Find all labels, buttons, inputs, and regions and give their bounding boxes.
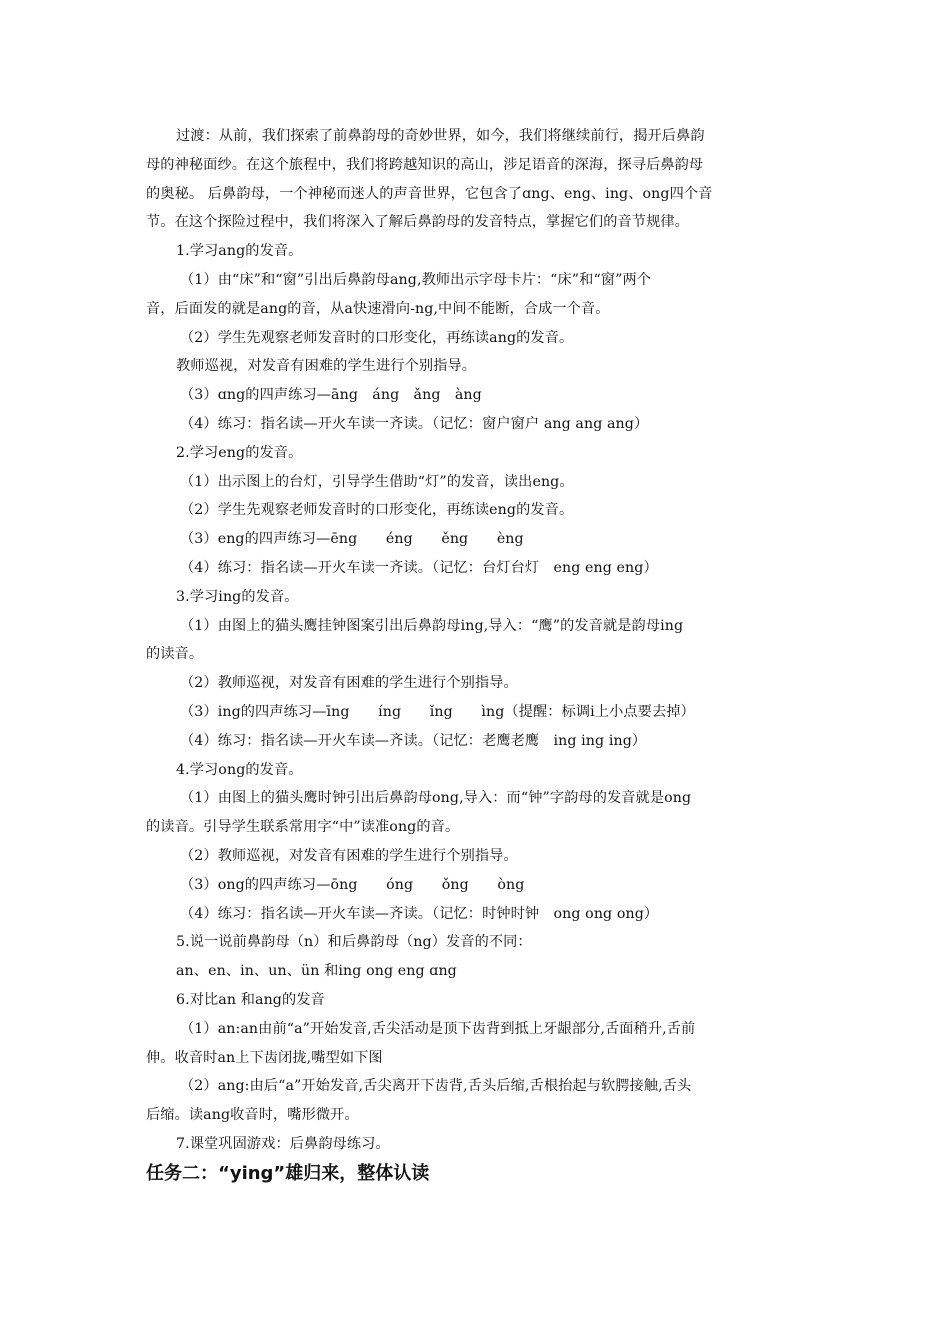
paragraph-line: （4）练习：指名读—开火车读一齐读。（记忆：台灯台灯 eng eng eng） [180, 559, 658, 576]
section-title: 5.说一说前鼻韵母（n）和后鼻韵母（ng）发音的不同： [176, 934, 532, 951]
paragraph-line: （3）eng的四声练习—ēng éng ěng èng [180, 531, 524, 548]
paragraph-line: （4）练习：指名读—开火车读—齐读。（记忆：时钟时钟 ong ong ong） [180, 905, 659, 922]
section-title: 4.学习ong的发音。 [176, 761, 303, 778]
paragraph-line: 的读音。引导学生联系常用字“中”读准ong的音。 [146, 819, 460, 836]
paragraph-line: （2）教师巡视，对发音有困难的学生进行个别指导。 [180, 847, 518, 864]
paragraph-line: （2）ang:由后“a”开始发音,舌尖离开下齿背,舌头后缩,舌根抬起与软腭接触,舌头 [180, 1078, 692, 1095]
paragraph-line: 节。在这个探险过程中，我们将深入了解后鼻韵母的发音特点，掌握它们的音节规律。 [146, 214, 689, 231]
section-title: 6.对比an 和ang的发音 [176, 991, 325, 1008]
paragraph-line: 过渡：从前，我们探索了前鼻韵母的奇妙世界，如今，我们将继续前行，揭开后鼻韵 [176, 128, 705, 144]
paragraph-line: （3）ong的四声练习—ōng óng ǒng òng [180, 876, 525, 893]
paragraph-line: （3）ing的四声练习—īng íng ǐng ìng（提醒：标调i上小点要去掉） [180, 703, 695, 720]
paragraph-line: （1）an:an由前“a”开始发音,舌尖活动是顶下齿背到抵上牙龈部分,舌面稍升,舌前 [180, 1020, 696, 1037]
paragraph-line: （3）ɑng的四声练习—āng áng ǎng àng [180, 387, 482, 404]
paragraph-line: 后缩。读ang收音时，嘴形微开。 [146, 1107, 359, 1124]
paragraph-line: （4）练习：指名读—开火车读—齐读。（记忆：老鹰老鹰 ing ing ing） [180, 732, 647, 749]
paragraph-line: （2）学生先观察老师发音时的口形变化，再练读ang的发音。 [180, 329, 574, 346]
section-title: 7.课堂巩固游戏：后鼻韵母练习。 [176, 1135, 390, 1152]
section-title: 1.学习ang的发音。 [176, 243, 303, 260]
task-heading: 任务二：“ying”雄归来，整体认读 [146, 1162, 430, 1184]
document-body [146, 122, 806, 1189]
paragraph-line: （1）由“床”和“窗”引出后鼻韵母ang,教师出示字母卡片：“床”和“窗”两个 [180, 271, 652, 288]
section-title: 2.学习eng的发音。 [176, 444, 303, 461]
paragraph-line: （1）出示图上的台灯，引导学生借助“灯”的发音，读出eng。 [180, 473, 574, 490]
paragraph-line: an、en、in、un、ün 和ing ong eng ɑng [176, 963, 457, 980]
paragraph-line: 音，后面发的就是ang的音，从a快速滑向-ng,中间不能断，合成一个音。 [146, 300, 610, 317]
paragraph-line: （4）练习：指名读—开火车读一齐读。（记忆：窗户窗户 ang ang ang） [180, 415, 649, 432]
paragraph-line: （2）学生先观察老师发音时的口形变化，再练读eng的发音。 [180, 502, 574, 519]
paragraph-line: 的读音。 [146, 646, 204, 663]
section-title: 3.学习ing的发音。 [176, 588, 299, 605]
paragraph-line: （2）教师巡视，对发音有困难的学生进行个别指导。 [180, 675, 518, 692]
paragraph-line: 伸。收音时an上下齿闭拢,嘴型如下图 [146, 1049, 383, 1066]
paragraph-line: （1）由图上的猫头鹰挂钟图案引出后鼻韵母ing,导入：“鹰”的发音就是韵母ing [180, 617, 684, 634]
paragraph-line: 教师巡视，对发音有困难的学生进行个别指导。 [176, 358, 477, 375]
paragraph-line: 的奥秘。 后鼻韵母，一个神秘而迷人的声音世界，它包含了ɑng、eng、ing、ong四个音 [146, 185, 713, 202]
paragraph-line: （1）由图上的猫头鹰时钟引出后鼻韵母ong,导入：而“钟”字韵母的发音就是ong [180, 790, 692, 807]
paragraph-line: 母的神秘面纱。在这个旅程中，我们将跨越知识的高山，涉足语音的深海，探寻后鼻韵母 [146, 156, 704, 173]
